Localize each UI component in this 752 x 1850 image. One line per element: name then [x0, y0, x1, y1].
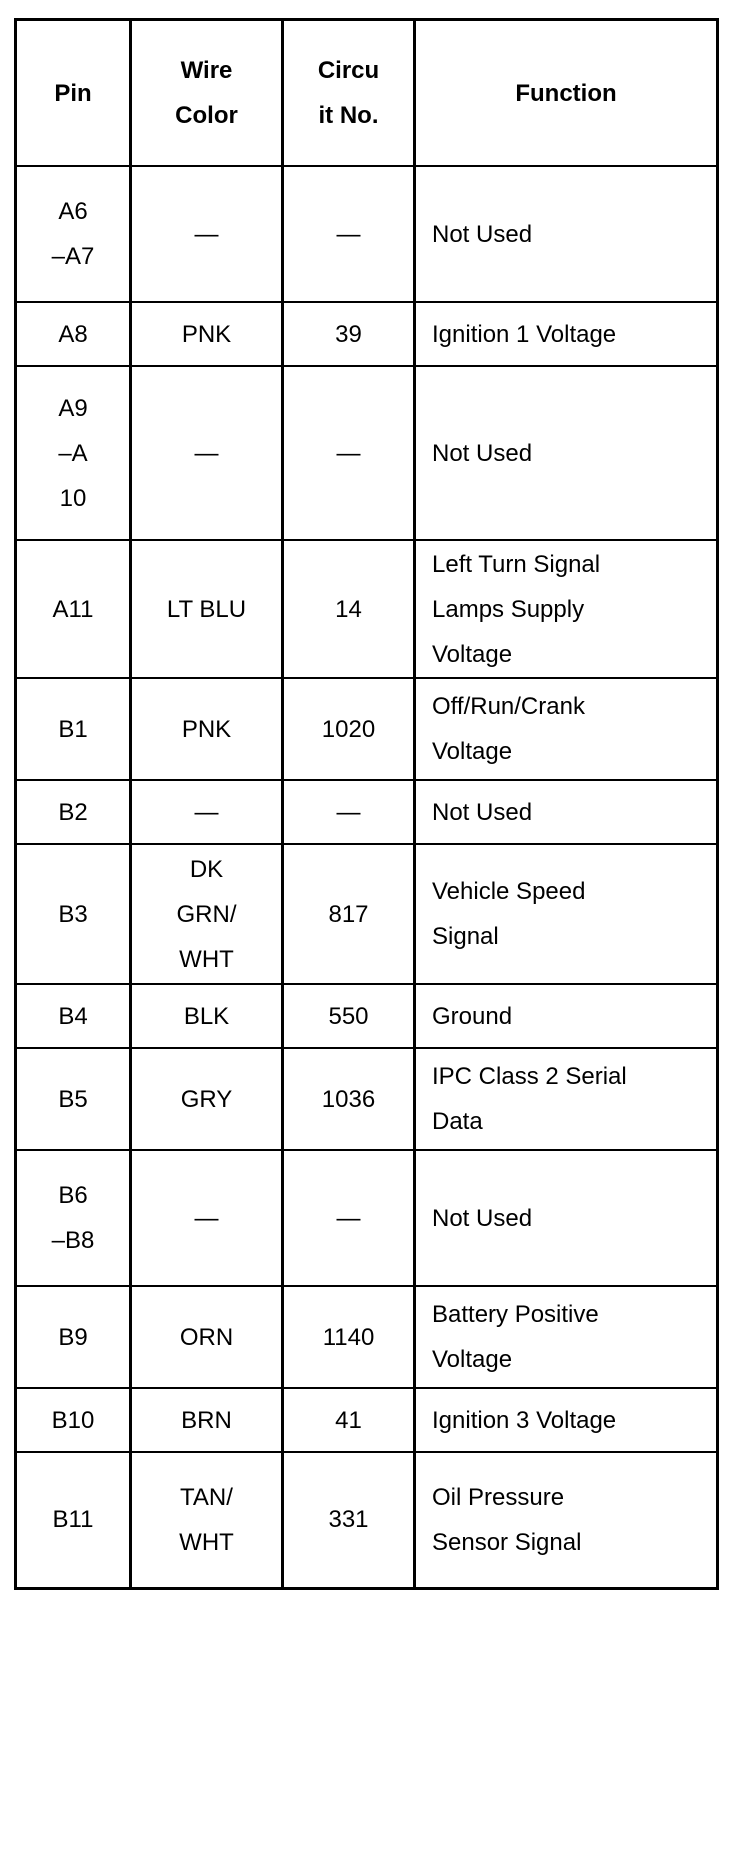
cell-wire-color: LT BLU — [131, 540, 283, 678]
cell-circuit: 550 — [283, 984, 415, 1048]
table-row — [16, 1150, 718, 1286]
cell-pin: B9 — [16, 1286, 131, 1388]
cell-pin: B4 — [16, 984, 131, 1048]
cell-pin: B2 — [16, 780, 131, 844]
cell-wire-color: — — [131, 1150, 283, 1286]
table-row — [16, 166, 718, 302]
cell-wire-color: BLK — [131, 984, 283, 1048]
cell-wire-color: BRN — [131, 1388, 283, 1452]
cell-wire-color: — — [131, 366, 283, 540]
cell-pin: A11 — [16, 540, 131, 678]
header-wire-color: Wire Color — [131, 20, 283, 167]
table-row — [16, 366, 718, 540]
cell-wire-color: — — [131, 780, 283, 844]
cell-function: Not Used — [415, 366, 718, 540]
cell-circuit: 331 — [283, 1452, 415, 1588]
cell-circuit: 39 — [283, 302, 415, 366]
cell-pin: B1 — [16, 678, 131, 780]
cell-wire-color: GRY — [131, 1048, 283, 1150]
table-row — [16, 540, 718, 678]
cell-function: Not Used — [415, 780, 718, 844]
table-row — [16, 1048, 718, 1150]
table-row — [16, 844, 718, 984]
table-row — [16, 1286, 718, 1388]
cell-circuit: 41 — [283, 1388, 415, 1452]
table-row — [16, 678, 718, 780]
cell-circuit: 14 — [283, 540, 415, 678]
cell-function: Ground — [415, 984, 718, 1048]
cell-pin: B6 –B8 — [16, 1150, 131, 1286]
table-row — [16, 1452, 718, 1588]
table-row — [16, 302, 718, 366]
cell-pin: B3 — [16, 844, 131, 984]
cell-function: Off/Run/Crank Voltage — [415, 678, 718, 780]
header-function: Function — [415, 20, 718, 167]
cell-pin: B5 — [16, 1048, 131, 1150]
cell-pin: B11 — [16, 1452, 131, 1588]
header-pin: Pin — [16, 20, 131, 167]
table-row — [16, 984, 718, 1048]
cell-wire-color: — — [131, 166, 283, 302]
cell-circuit: — — [283, 166, 415, 302]
cell-circuit: 817 — [283, 844, 415, 984]
cell-pin: B10 — [16, 1388, 131, 1452]
table-header-row — [16, 20, 718, 167]
cell-function: Not Used — [415, 166, 718, 302]
cell-function: Vehicle Speed Signal — [415, 844, 718, 984]
pinout-table-frame — [14, 18, 716, 1590]
pinout-table — [14, 18, 719, 1590]
cell-function: Left Turn Signal Lamps Supply Voltage — [415, 540, 718, 678]
cell-function: IPC Class 2 Serial Data — [415, 1048, 718, 1150]
cell-function: Ignition 3 Voltage — [415, 1388, 718, 1452]
cell-circuit: 1140 — [283, 1286, 415, 1388]
cell-wire-color: TAN/ WHT — [131, 1452, 283, 1588]
cell-function: Battery Positive Voltage — [415, 1286, 718, 1388]
table-row — [16, 1388, 718, 1452]
table-row — [16, 780, 718, 844]
cell-circuit: 1036 — [283, 1048, 415, 1150]
cell-wire-color: ORN — [131, 1286, 283, 1388]
cell-function: Not Used — [415, 1150, 718, 1286]
cell-function: Oil Pressure Sensor Signal — [415, 1452, 718, 1588]
cell-circuit: — — [283, 1150, 415, 1286]
cell-pin: A6 –A7 — [16, 166, 131, 302]
cell-wire-color: PNK — [131, 302, 283, 366]
cell-function: Ignition 1 Voltage — [415, 302, 718, 366]
header-circuit-no: Circu it No. — [283, 20, 415, 167]
cell-pin: A9 –A 10 — [16, 366, 131, 540]
cell-circuit: — — [283, 366, 415, 540]
cell-wire-color: DK GRN/ WHT — [131, 844, 283, 984]
cell-pin: A8 — [16, 302, 131, 366]
cell-circuit: — — [283, 780, 415, 844]
cell-wire-color: PNK — [131, 678, 283, 780]
cell-circuit: 1020 — [283, 678, 415, 780]
